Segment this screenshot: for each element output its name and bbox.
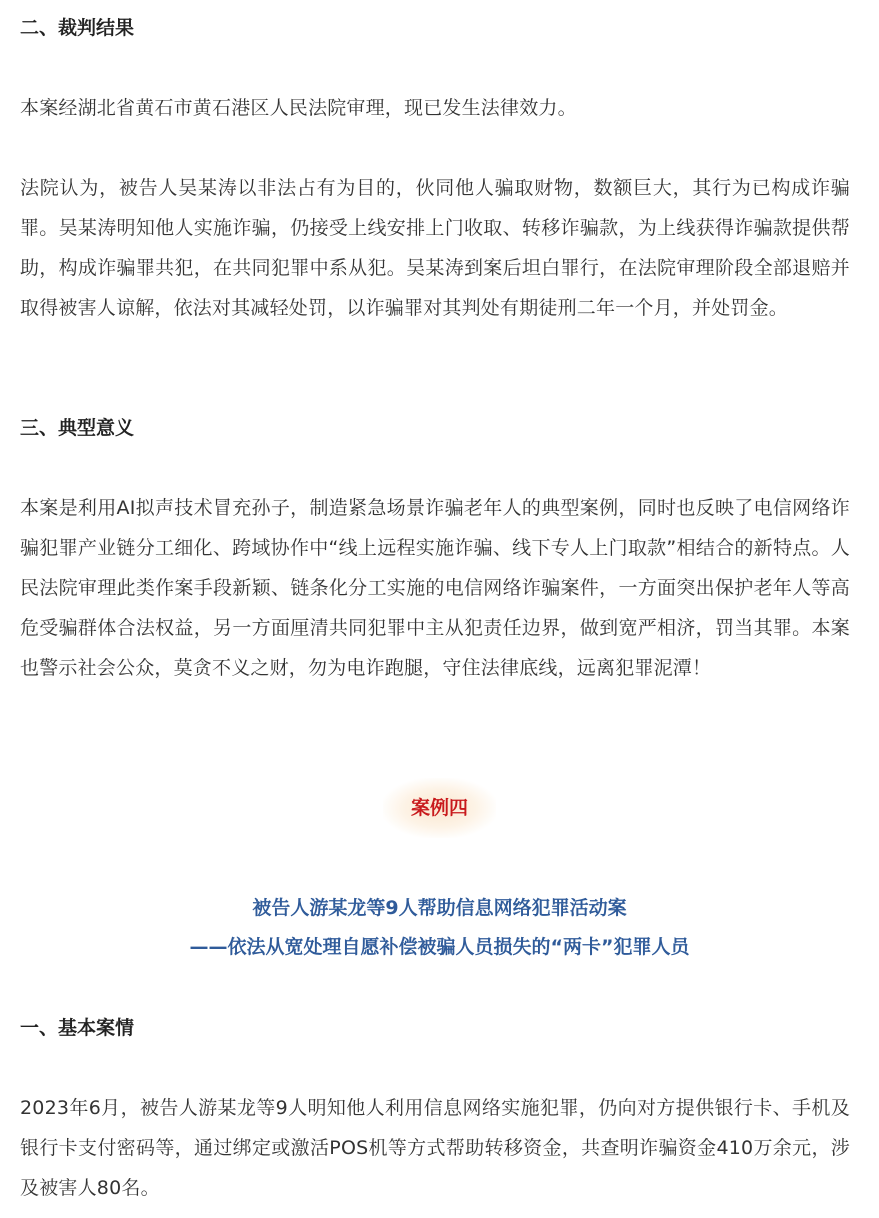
paragraph-verdict-effect: 本案经湖北省黄石市黄石港区人民法院审理，现已发生法律效力。 — [20, 97, 577, 119]
section-heading-significance: 三、典型意义 — [20, 417, 135, 439]
case-title-line1: 被告人游某龙等9人帮助信息网络犯罪活动案 — [252, 897, 627, 919]
section-heading-basic-facts: 一、基本案情 — [20, 1017, 135, 1039]
case-title-line2: ——依法从宽处理自愿补偿被骗人员损失的“两卡”犯罪人员 — [189, 936, 690, 958]
case-badge: 案例四 — [383, 778, 496, 838]
case-badge-container — [0, 778, 879, 838]
paragraph-significance: 本案是利用AI拟声技术冒充孙子，制造紧急场景诈骗老年人的典型案例，同时也反映了电信网络诈骗犯罪产业链分工细化、跨域协作中“线上远程实施诈骗、线下专人上门取款”相结合的新特点。人民法院审理此类作案手段新颖、链条化分工实施的电信网络诈骗案件，一方面突出保护老年人等高危受骗群体合法权益，另一方面厘清共同犯罪中主从犯责任边界，做到宽严相济，罚当其罪。本案也警示社会公众，莫贪不义之财，勿为电诈跑腿，守住法律底线，远离犯罪泥潭！ — [20, 497, 850, 679]
section-heading-verdict: 二、裁判结果 — [20, 17, 135, 39]
paragraph-court-opinion: 法院认为，被告人吴某涛以非法占有为目的，伙同他人骗取财物，数额巨大，其行为已构成诈骗罪。吴某涛明知他人实施诈骗，仍接受上线安排上门收取、转移诈骗款，为上线获得诈骗款提供帮助，构成诈骗罪共犯，在共同犯罪中系从犯。吴某涛到案后坦白罪行，在法院审理阶段全部退赔并取得被害人谅解，依法对其减轻处罚，以诈骗罪对其判处有期徒刑二年一个月，并处罚金。 — [20, 177, 850, 319]
paragraph-basic-facts: 2023年6月，被告人游某龙等9人明知他人利用信息网络实施犯罪，仍向对方提供银行卡、手机及银行卡支付密码等，通过绑定或激活POS机等方式帮助转移资金，共查明诈骗资金410万余元，涉及被害人80名。 — [20, 1097, 850, 1199]
